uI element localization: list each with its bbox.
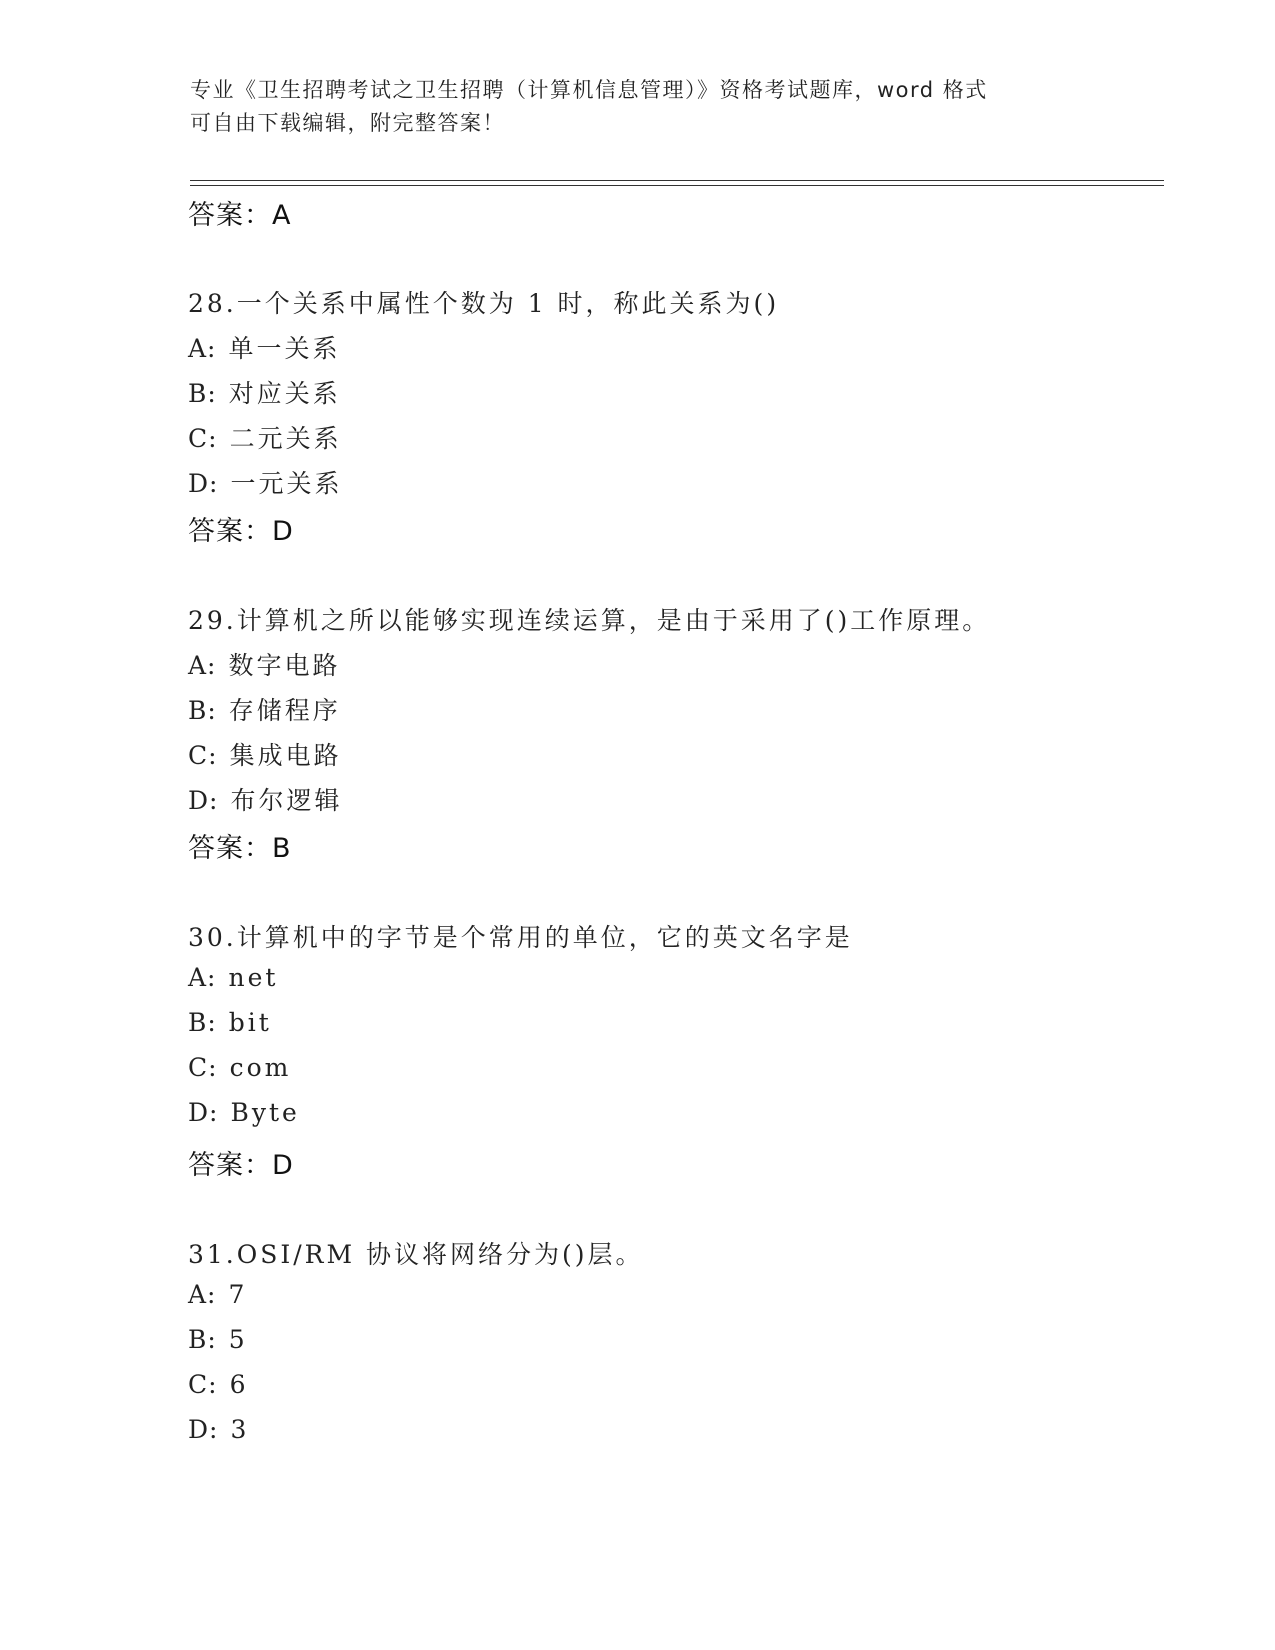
question-stem: 31.OSI/RM 协议将网络分为()层。 — [188, 1240, 644, 1269]
document-header — [190, 74, 1090, 140]
option-d — [188, 1098, 300, 1127]
option-label: A: — [188, 334, 217, 363]
option-text: com — [229, 1053, 292, 1082]
answer: 答案：B — [188, 833, 292, 864]
option-d — [188, 1415, 249, 1444]
option-label: C: — [188, 741, 218, 770]
option-text: net — [228, 963, 279, 992]
option-text: 5 — [228, 1325, 248, 1354]
answer: 答案：D — [188, 1150, 294, 1181]
header-line-2: 可自由下载编辑，附完整答案！ — [190, 111, 505, 135]
option-text: 6 — [229, 1370, 249, 1399]
option-c — [188, 736, 342, 772]
option-b — [188, 374, 341, 410]
header-divider-bottom — [190, 185, 1164, 186]
option-label: D: — [188, 1415, 219, 1444]
option-label: B: — [188, 379, 217, 408]
header-divider-top — [190, 180, 1164, 181]
option-label: D: — [188, 469, 219, 498]
option-a — [188, 329, 341, 365]
option-d — [188, 464, 342, 500]
option-a — [188, 646, 341, 682]
option-c — [188, 1370, 248, 1399]
option-label: B: — [188, 1008, 217, 1037]
option-label: C: — [188, 1370, 218, 1399]
option-b — [188, 691, 341, 727]
option-c — [188, 419, 342, 455]
option-label: C: — [188, 424, 218, 453]
header-line-1: 专业《卫生招聘考试之卫生招聘（计算机信息管理）》资格考试题库，word 格式 — [190, 78, 988, 102]
answer: 答案：D — [188, 516, 294, 547]
option-text: Byte — [230, 1098, 300, 1127]
question-stem: 29.计算机之所以能够实现连续运算，是由于采用了()工作原理。 — [188, 606, 991, 635]
question-stem: 30.计算机中的字节是个常用的单位，它的英文名字是 — [188, 923, 853, 952]
option-label: A: — [188, 1280, 217, 1309]
previous-answer: 答案：A — [188, 200, 292, 231]
option-text: 一元关系 — [230, 469, 343, 498]
option-d — [188, 781, 342, 817]
option-text: 数字电路 — [228, 651, 341, 680]
option-b — [188, 1325, 248, 1354]
option-label: C: — [188, 1053, 218, 1082]
option-text: bit — [228, 1008, 272, 1037]
option-a — [188, 1280, 247, 1309]
option-text: 存储程序 — [228, 696, 341, 725]
option-label: A: — [188, 963, 217, 992]
option-text: 布尔逻辑 — [230, 786, 343, 815]
option-text: 3 — [230, 1415, 250, 1444]
option-c — [188, 1053, 291, 1082]
option-text: 单一关系 — [228, 334, 341, 363]
option-label: B: — [188, 1325, 217, 1354]
option-label: A: — [188, 651, 217, 680]
option-a — [188, 963, 278, 992]
option-text: 对应关系 — [228, 379, 341, 408]
question-stem: 28.一个关系中属性个数为 1 时，称此关系为() — [188, 289, 780, 318]
option-text: 集成电路 — [229, 741, 342, 770]
option-label: D: — [188, 1098, 219, 1127]
option-b — [188, 1008, 272, 1037]
option-label: D: — [188, 786, 219, 815]
option-text: 7 — [228, 1280, 248, 1309]
option-label: B: — [188, 696, 217, 725]
option-text: 二元关系 — [229, 424, 342, 453]
